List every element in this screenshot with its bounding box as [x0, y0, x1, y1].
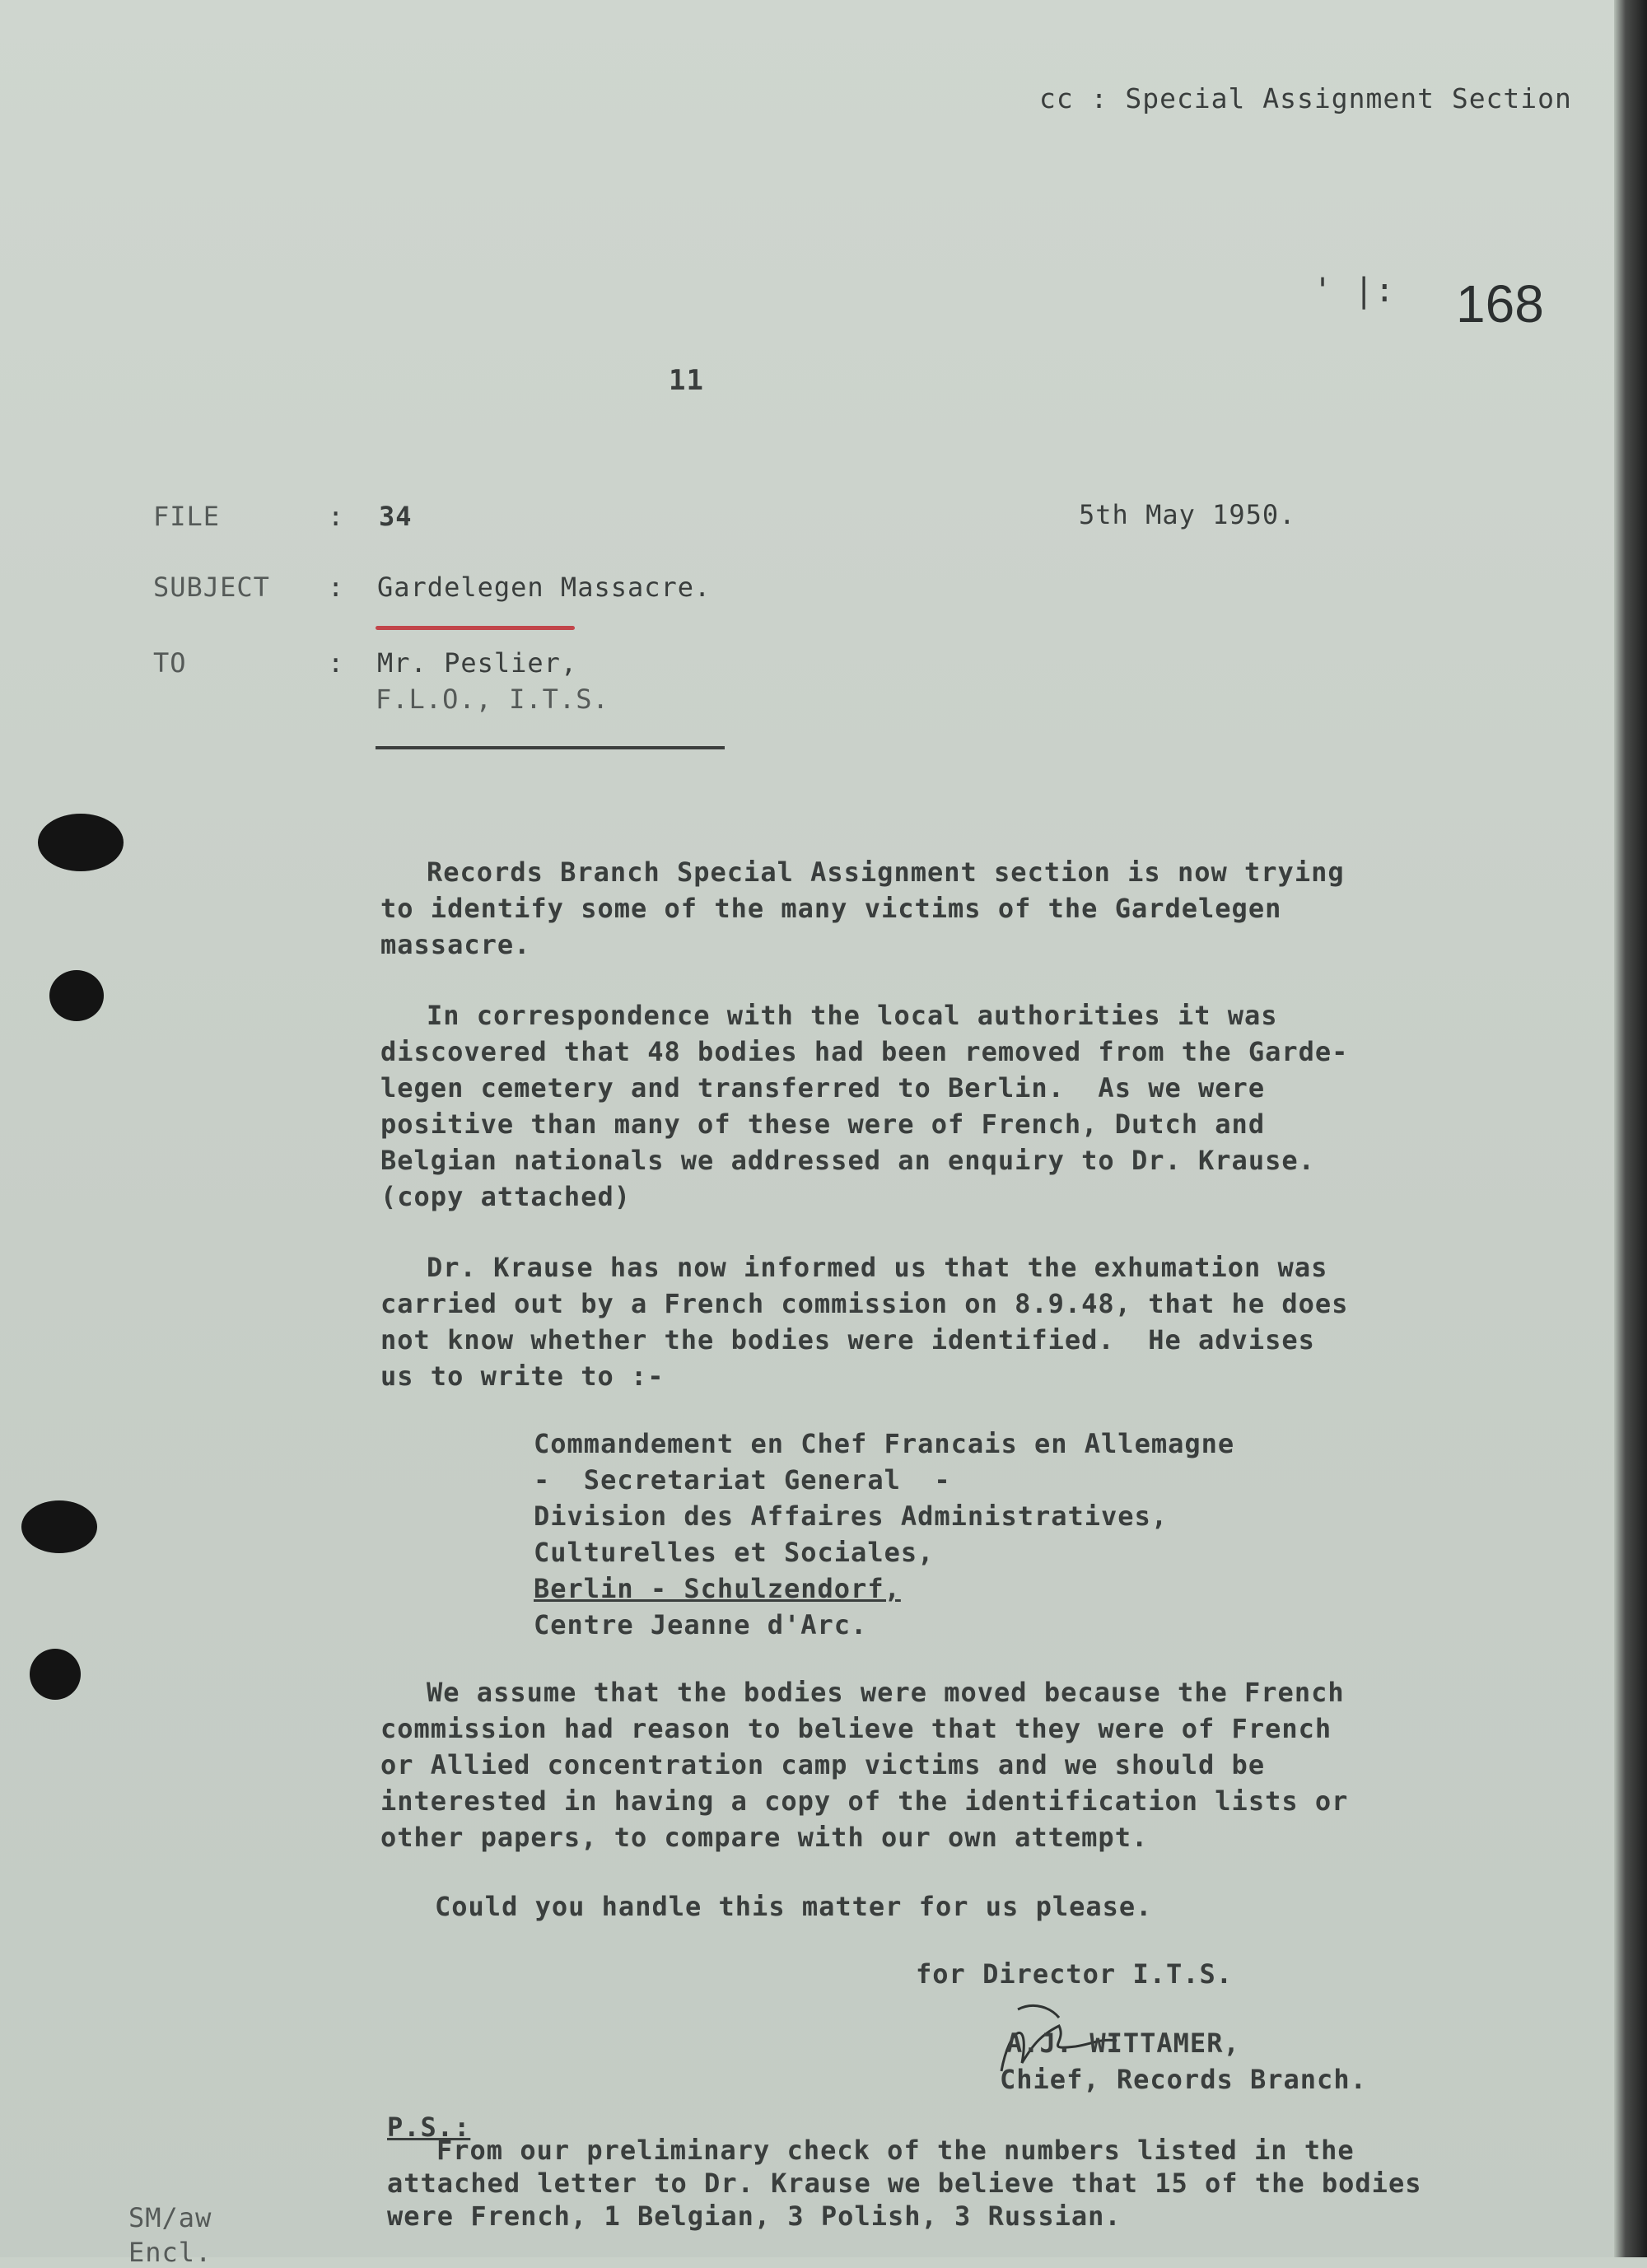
para1-line1: Records Branch Special Assignment section is now trying: [427, 856, 1345, 888]
to-label: TO: [153, 647, 187, 679]
address-line2: - Secretariat General -: [534, 1464, 951, 1496]
signatory-title: Chief, Records Branch.: [1000, 2064, 1367, 2095]
para2-line3: legen cemetery and transferred to Berlin. As we were: [380, 1072, 1266, 1104]
address-line3: Division des Affaires Administratives,: [534, 1500, 1169, 1532]
signatory-name: A.J. WITTAMER,: [1006, 2028, 1240, 2059]
recipient-office: F.L.O., I.T.S.: [376, 684, 609, 715]
para3-line4: us to write to :-: [380, 1360, 665, 1392]
para2-line4: positive than many of these were of French, Dutch and: [380, 1108, 1266, 1140]
header-rule: [376, 746, 725, 749]
para4-line3: or Allied concentration camp victims and we should be: [380, 1749, 1266, 1780]
para4-line1: We assume that the bodies were moved because the French: [427, 1677, 1345, 1708]
typist-initials: SM/aw: [128, 2202, 212, 2233]
punch-hole-4: [30, 1649, 81, 1700]
para1-line2: to identify some of the many victims of the Gardelegen: [380, 893, 1282, 924]
recipient-name: Mr. Peslier,: [377, 647, 578, 679]
para2-line6: (copy attached): [380, 1181, 631, 1212]
stamp-marks: ' |:: [1313, 272, 1396, 310]
para4-line2: commission had reason to believe that they were of French: [380, 1713, 1332, 1744]
file-separator: :: [328, 501, 345, 532]
para1-line3: massacre.: [380, 929, 531, 960]
punch-hole-1: [38, 814, 124, 871]
subject-label: SUBJECT: [153, 572, 270, 603]
ps-line1: From our preliminary check of the numbers listed in the: [436, 2135, 1355, 2166]
letter-date: 5th May 1950.: [1079, 499, 1296, 530]
address-line6: Centre Jeanne d'Arc.: [534, 1609, 868, 1640]
address-line1: Commandement en Chef Francais en Allemagne: [534, 1428, 1235, 1459]
subject-value: Gardelegen Massacre.: [377, 572, 712, 603]
para4-line5: other papers, to compare with our own attempt.: [380, 1822, 1149, 1853]
signature-for-line: for Director I.T.S.: [916, 1958, 1234, 1990]
subject-separator: :: [328, 572, 345, 603]
punch-hole-2: [49, 970, 104, 1021]
page-stamp-number: 168: [1456, 274, 1544, 334]
para2-line2: discovered that 48 bodies had been removed from the Garde-: [380, 1036, 1349, 1067]
ps-line2: attached letter to Dr. Krause we believe that 15 of the bodies: [387, 2168, 1422, 2199]
ps-line3: were French, 1 Belgian, 3 Polish, 3 Russian.: [387, 2200, 1122, 2232]
para4-line4: interested in having a copy of the identification lists or: [380, 1785, 1349, 1817]
scan-edge-shadow: [1614, 0, 1647, 2257]
to-separator: :: [328, 647, 345, 679]
enclosure-note: Encl.: [128, 2237, 212, 2268]
cc-line: cc : Special Assignment Section: [1039, 82, 1572, 114]
para5: Could you handle this matter for us please.: [435, 1891, 1153, 1922]
red-underline: [376, 626, 575, 630]
para2-line1: In correspondence with the local authorities it was: [427, 1000, 1278, 1031]
para2-line5: Belgian nationals we addressed an enquiry to Dr. Krause.: [380, 1145, 1315, 1176]
para3-line2: carried out by a French commission on 8.9.48, that he does: [380, 1288, 1349, 1319]
page-number: 11: [669, 364, 704, 397]
file-label: FILE: [153, 501, 221, 532]
para3-line3: not know whether the bodies were identified. He advises: [380, 1324, 1315, 1356]
address-line5: Berlin - Schulzendorf,: [534, 1573, 901, 1604]
para3-line1: Dr. Krause has now informed us that the exhumation was: [427, 1252, 1328, 1283]
ps-label: P.S.:: [387, 2112, 471, 2143]
address-line4: Culturelles et Sociales,: [534, 1537, 935, 1568]
file-value: 34: [379, 501, 413, 532]
punch-hole-3: [21, 1500, 97, 1553]
